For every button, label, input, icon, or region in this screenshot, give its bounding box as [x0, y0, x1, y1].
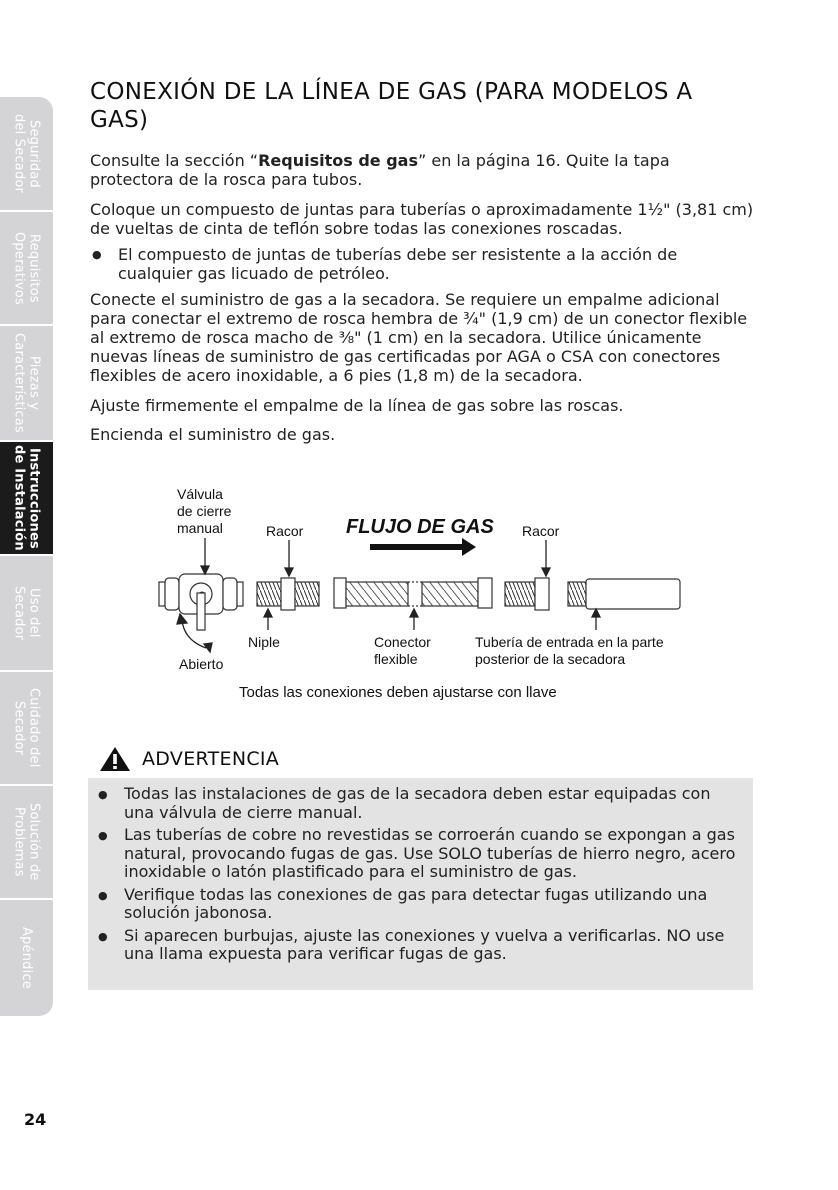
tab-label: Cuidado del Secador	[11, 688, 42, 768]
warning-header	[98, 745, 279, 773]
warning-box	[88, 778, 753, 990]
tab-label: Seguridad del Secador	[11, 113, 42, 194]
tuberia-label: Tubería de entrada en la parte posterior de la secadora	[475, 634, 664, 667]
racor-right-shape	[505, 578, 549, 610]
niple-shape	[257, 578, 319, 610]
warning-item: ● Todas las instalaciones de gas de la secadora deben estar equipadas con una válvula de cierre manual.	[96, 785, 743, 822]
tab-label: Apéndice	[19, 927, 34, 989]
tab-piezas[interactable]	[0, 326, 53, 442]
tab-cuidado[interactable]	[0, 672, 53, 786]
warning-title: ADVERTENCIA	[142, 748, 280, 770]
valve-shape	[159, 574, 243, 630]
flexible-connector-shape	[334, 578, 492, 608]
paragraph-ajuste: Ajuste firmemente el empalme de la línea de gas sobre las roscas.	[90, 396, 624, 415]
valve-label: Válvula de cierre manual	[177, 486, 232, 536]
warning-item: ● Las tuberías de cobre no revestidas se corroerán cuando se expongan a gas natural, provocando fugas de gas. Use SOLO tuberías de hierro negro, acero inoxidable o latón plastificado para el suministro de gas.	[96, 826, 743, 882]
tab-label: Piezas y Características	[11, 333, 42, 433]
tab-label: Instrucciones de Instalación	[11, 445, 42, 551]
racor-left-label: Racor	[266, 523, 304, 539]
tab-label: Uso del Secador	[11, 585, 42, 641]
flow-arrow	[370, 538, 476, 556]
warning-triangle-icon	[98, 745, 132, 773]
abierto-label: Abierto	[179, 656, 224, 672]
bullet-compuesto: ● El compuesto de juntas de tuberías debe ser resistente a la acción de cualquier gas licuado de petróleo.	[90, 245, 755, 283]
paragraph-requisitos	[90, 151, 755, 189]
warning-item: ● Si aparecen burbujas, ajuste las conexiones y vuelva a verificarlas. NO use una llama expuesta para verificar fugas de gas.	[96, 927, 743, 964]
paragraph-compuesto: Coloque un compuesto de juntas para tuberías o aproximadamente 1½" (3,81 cm) de vueltas de cinta de teflón sobre todas las conexiones roscadas.	[90, 200, 754, 238]
tab-label: Requisitos Operativos	[11, 231, 42, 305]
page-title: CONEXIÓN DE LA LÍNEA DE GAS (PARA MODELOS A GAS)	[90, 79, 693, 133]
flow-label: FLUJO DE GAS	[346, 516, 494, 538]
page-number: 24	[24, 1110, 47, 1129]
tab-label: Solución de Problemas	[11, 803, 42, 881]
gas-connection-diagram	[140, 480, 740, 710]
tab-instrucciones[interactable]	[0, 442, 53, 556]
niple-label: Niple	[248, 634, 280, 650]
dryer-inlet-pipe-shape	[568, 579, 680, 609]
racor-right-label: Racor	[522, 523, 560, 539]
paragraph-encienda: Encienda el suministro de gas.	[90, 425, 336, 444]
diagram-caption: Todas las conexiones deben ajustarse con llave	[239, 684, 557, 701]
para1-bold: Requisitos de gas	[258, 151, 418, 170]
para1-post: ” en la página 16. Quite la tapa protectora de la rosca para tubos.	[90, 151, 670, 189]
warning-item: ● Verifique todas las conexiones de gas para detectar fugas utilizando una solución jabonosa.	[96, 886, 743, 923]
tab-requisitos[interactable]	[0, 212, 53, 326]
tab-seguridad[interactable]	[0, 97, 53, 212]
tab-solucion[interactable]	[0, 786, 53, 900]
main-content	[90, 78, 755, 444]
tab-apendice[interactable]	[0, 900, 53, 1016]
side-tabs	[0, 97, 53, 1016]
conector-label: Conector flexible	[374, 634, 431, 667]
paragraph-conecte: Conecte el suministro de gas a la secadora. Se requiere un empalme adicional para conectar el extremo de rosca hembra de ¾" (1,9 cm) de un conector flexible al extremo de rosca macho de ⅜" (1 cm) en la secadora. Utilice únicamente nuevas líneas de suministro de gas certificadas por AGA o CSA con conectores flexibles de acero inoxidable, a 6 pies (1,8 m) de la secadora.	[90, 290, 748, 385]
tab-uso[interactable]	[0, 556, 53, 672]
para1-pre: Consulte la sección “	[90, 151, 259, 170]
